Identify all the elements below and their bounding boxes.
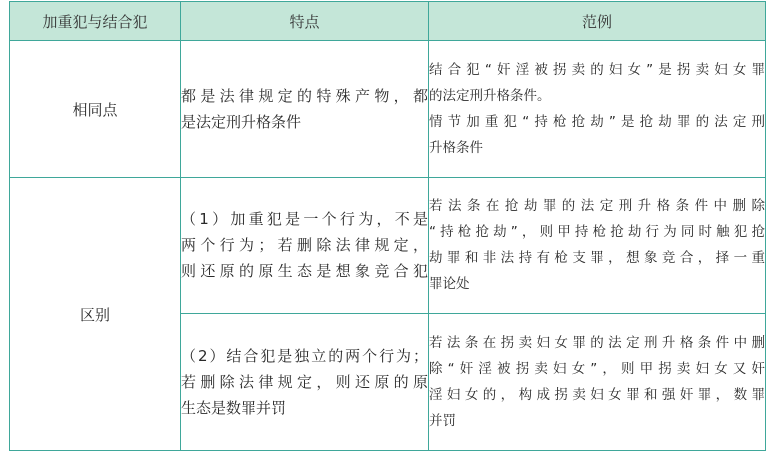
example-line: 若法条在抢劫罪的法定刑升格条件中删除 [429,198,765,215]
table-row-difference-1 [10,178,766,313]
table-row-similarity [10,41,766,178]
feature-line: （2）结合犯是独立的两个行为； [181,346,428,365]
feature-cell [181,41,429,178]
header-feature: 特点 [181,2,429,41]
feature-line: （1）加重犯是一个行为，不是 [181,210,428,229]
example-line: 升格条件 [429,140,483,157]
row-label: 区别 [10,178,181,451]
example-line: “持枪抢劫”，则甲持枪抢劫行为同时触犯抢 [429,224,765,241]
example-line: 除“奸淫被拐卖妇女”，则甲拐卖妇女又奸 [429,360,765,377]
example-line: 若法条在拐卖妇女罪的法定刑升格条件中删 [429,334,765,351]
feature-cell [181,313,429,450]
feature-line: 是法定刑升格条件 [181,113,302,132]
example-line: 并罚 [429,412,456,429]
example-cell [429,178,766,313]
example-line: 劫罪和非法持有枪支罪，想象竞合，择一重 [429,250,765,267]
header-example: 范例 [429,2,766,41]
feature-line: 都是法律规定的特殊产物，都 [181,87,428,106]
header-type: 加重犯与结合犯 [10,2,181,41]
example-line: 结合犯“奸淫被拐卖的妇女”是拐卖妇女罪 [429,62,765,79]
feature-line: 两个行为；若删除法律规定， [181,236,428,255]
row-label: 相同点 [10,41,181,178]
example-line: 淫妇女的，构成拐卖妇女罪和强奸罪，数罪 [429,386,765,403]
feature-line: 则还原的原生态是想象竞合犯 [181,262,428,281]
example-cell [429,313,766,450]
example-line: 情节加重犯“持枪抢劫”是抢劫罪的法定刑 [429,114,765,131]
table-header-row [10,2,766,41]
example-line: 的法定刑升格条件。 [429,88,551,105]
feature-line: 生态是数罪并罚 [181,398,287,417]
comparison-table [9,1,766,451]
feature-cell [181,178,429,313]
feature-line: 若删除法律规定，则还原的原 [181,372,428,391]
example-cell [429,41,766,178]
example-line: 罪论处 [429,276,470,293]
